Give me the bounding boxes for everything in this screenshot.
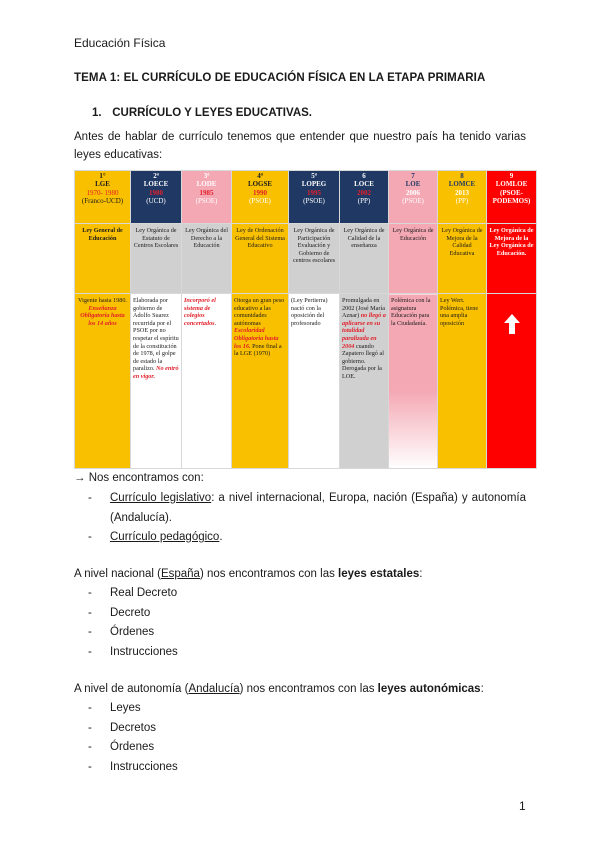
section-heading	[92, 107, 312, 119]
desc-lomloe	[487, 294, 537, 469]
intro-paragraph: Antes de hablar de currículo tenemos que entender que nuestro país ha tenido varias leyes educativas:	[74, 131, 526, 161]
fullname-lge: Ley General de Educación	[75, 224, 131, 294]
curriculum-list	[74, 489, 526, 548]
page-header: Educación Física	[74, 36, 166, 50]
list-item: - Órdenes	[88, 626, 155, 638]
list-item: - Instrucciones	[88, 760, 178, 773]
fullname-loe: Ley Orgánica de Educación	[389, 224, 438, 294]
fullname-lomce: Ley Orgánica de Mejora de la Calidad Educativa	[438, 224, 487, 294]
desc-lomce: Ley Wert. Polémica, tiene una amplia oposición	[438, 294, 487, 469]
desc-lopeg: (Ley Pertierra) nació con la oposición del profesorado	[289, 294, 340, 469]
law-cell-loe: 7 LOE 2006 (PSOE)	[389, 171, 438, 224]
regional-laws-list	[74, 699, 178, 777]
fullname-loece: Ley Orgánica de Estatuto de Centros Escolares	[131, 224, 182, 294]
list-item: - Currículo legislativo: a nivel internacional, Europa, nación (España) y autonomía (Andalucía).	[88, 492, 526, 524]
law-name-row	[75, 171, 537, 224]
desc-logse: Otorga un gran peso educativo a las comunidades autónomas Escolaridad Obligatoria hasta los 16. Pone final a la LGE (1970)	[232, 294, 289, 469]
regional-paragraph: A nivel de autonomía (Andalucía) nos encontramos con las leyes autonómicas:	[74, 683, 484, 695]
national-paragraph: A nivel nacional (España) nos encontramos con las leyes estatales:	[74, 568, 423, 580]
section-number: 1.	[92, 107, 102, 119]
document-title: TEMA 1: EL CURRÍCULO DE EDUCACIÓN FÍSICA EN LA ETAPA PRIMARIA	[74, 72, 486, 84]
law-cell-lge: 1° LGE 1970- 1980 (Franco-UCD)	[75, 171, 131, 224]
list-item: - Real Decreto	[88, 587, 178, 599]
law-cell-lomce: 8 LOMCE 2013 (PP)	[438, 171, 487, 224]
desc-loce: Promulgada en 2002 (José María Aznar) no llegó a aplicarse en su totalidad paralizada en 2004 cuando Zapatero llegó al gobierno. Derogada por la LOE.	[340, 294, 389, 469]
up-arrow-icon	[503, 313, 521, 335]
national-laws-list	[74, 584, 178, 662]
fullname-loce: Ley Orgánica de Calidad de la enseñanza	[340, 224, 389, 294]
desc-lge: Vigente hasta 1980. Enseñanza Obligatoria hasta los 14 años	[75, 294, 131, 469]
right-arrow-icon: →	[74, 472, 86, 484]
list-item: - Decretos	[88, 721, 157, 734]
list-item: - Instrucciones	[88, 645, 178, 658]
page-number: 1	[519, 799, 526, 813]
fullname-logse: Ley de Ordenación General del Sistema Educativo	[232, 224, 289, 294]
section-title: CURRÍCULO Y LEYES EDUCATIVAS.	[112, 107, 312, 119]
fullname-lopeg: Ley Orgánica de Participación Evaluación y Gobierno de centros escolares	[289, 224, 340, 294]
law-cell-loece: 2ª LOECE 1980 (UCD)	[131, 171, 182, 224]
law-cell-loce: 6 LOCE 2002 (PP)	[340, 171, 389, 224]
desc-loe: Polémica con la asignatura Educación para la Ciudadanía.	[389, 294, 438, 469]
law-cell-lopeg: 5ª LOPEG 1995 (PSOE)	[289, 171, 340, 224]
law-cell-lomloe: 9 LOMLOE (PSOE-PODEMOS)	[487, 171, 537, 224]
list-item: - Decreto	[88, 606, 151, 619]
fullname-lode: Ley Orgánica del Derecho a la Educación	[182, 224, 232, 294]
law-cell-logse: 4ª LOGSE 1990 (PSOE)	[232, 171, 289, 224]
list-item: - Órdenes	[88, 741, 155, 753]
list-item: - Leyes	[88, 702, 141, 714]
law-cell-lode: 3ª LODE 1985 (PSOE)	[182, 171, 232, 224]
law-fullname-row	[75, 224, 537, 294]
found-lead: → Nos encontramos con:	[74, 472, 204, 484]
desc-lode: Incorporó el sistema de colegios concertados.	[182, 294, 232, 469]
education-laws-table	[74, 170, 537, 469]
law-description-row	[75, 294, 537, 469]
list-item: - Currículo pedagógico.	[88, 531, 223, 543]
fullname-lomloe: Ley Orgánica de Mejora de la Ley Orgánica de Educación.	[487, 224, 537, 294]
desc-loece: Elaborada por gobierno de Adolfo Suarez recurrida por el PSOE por no respetar el espíritu de la constitución de 1978, el golpe de estado la paralizo. No entró en vigor.	[131, 294, 182, 469]
